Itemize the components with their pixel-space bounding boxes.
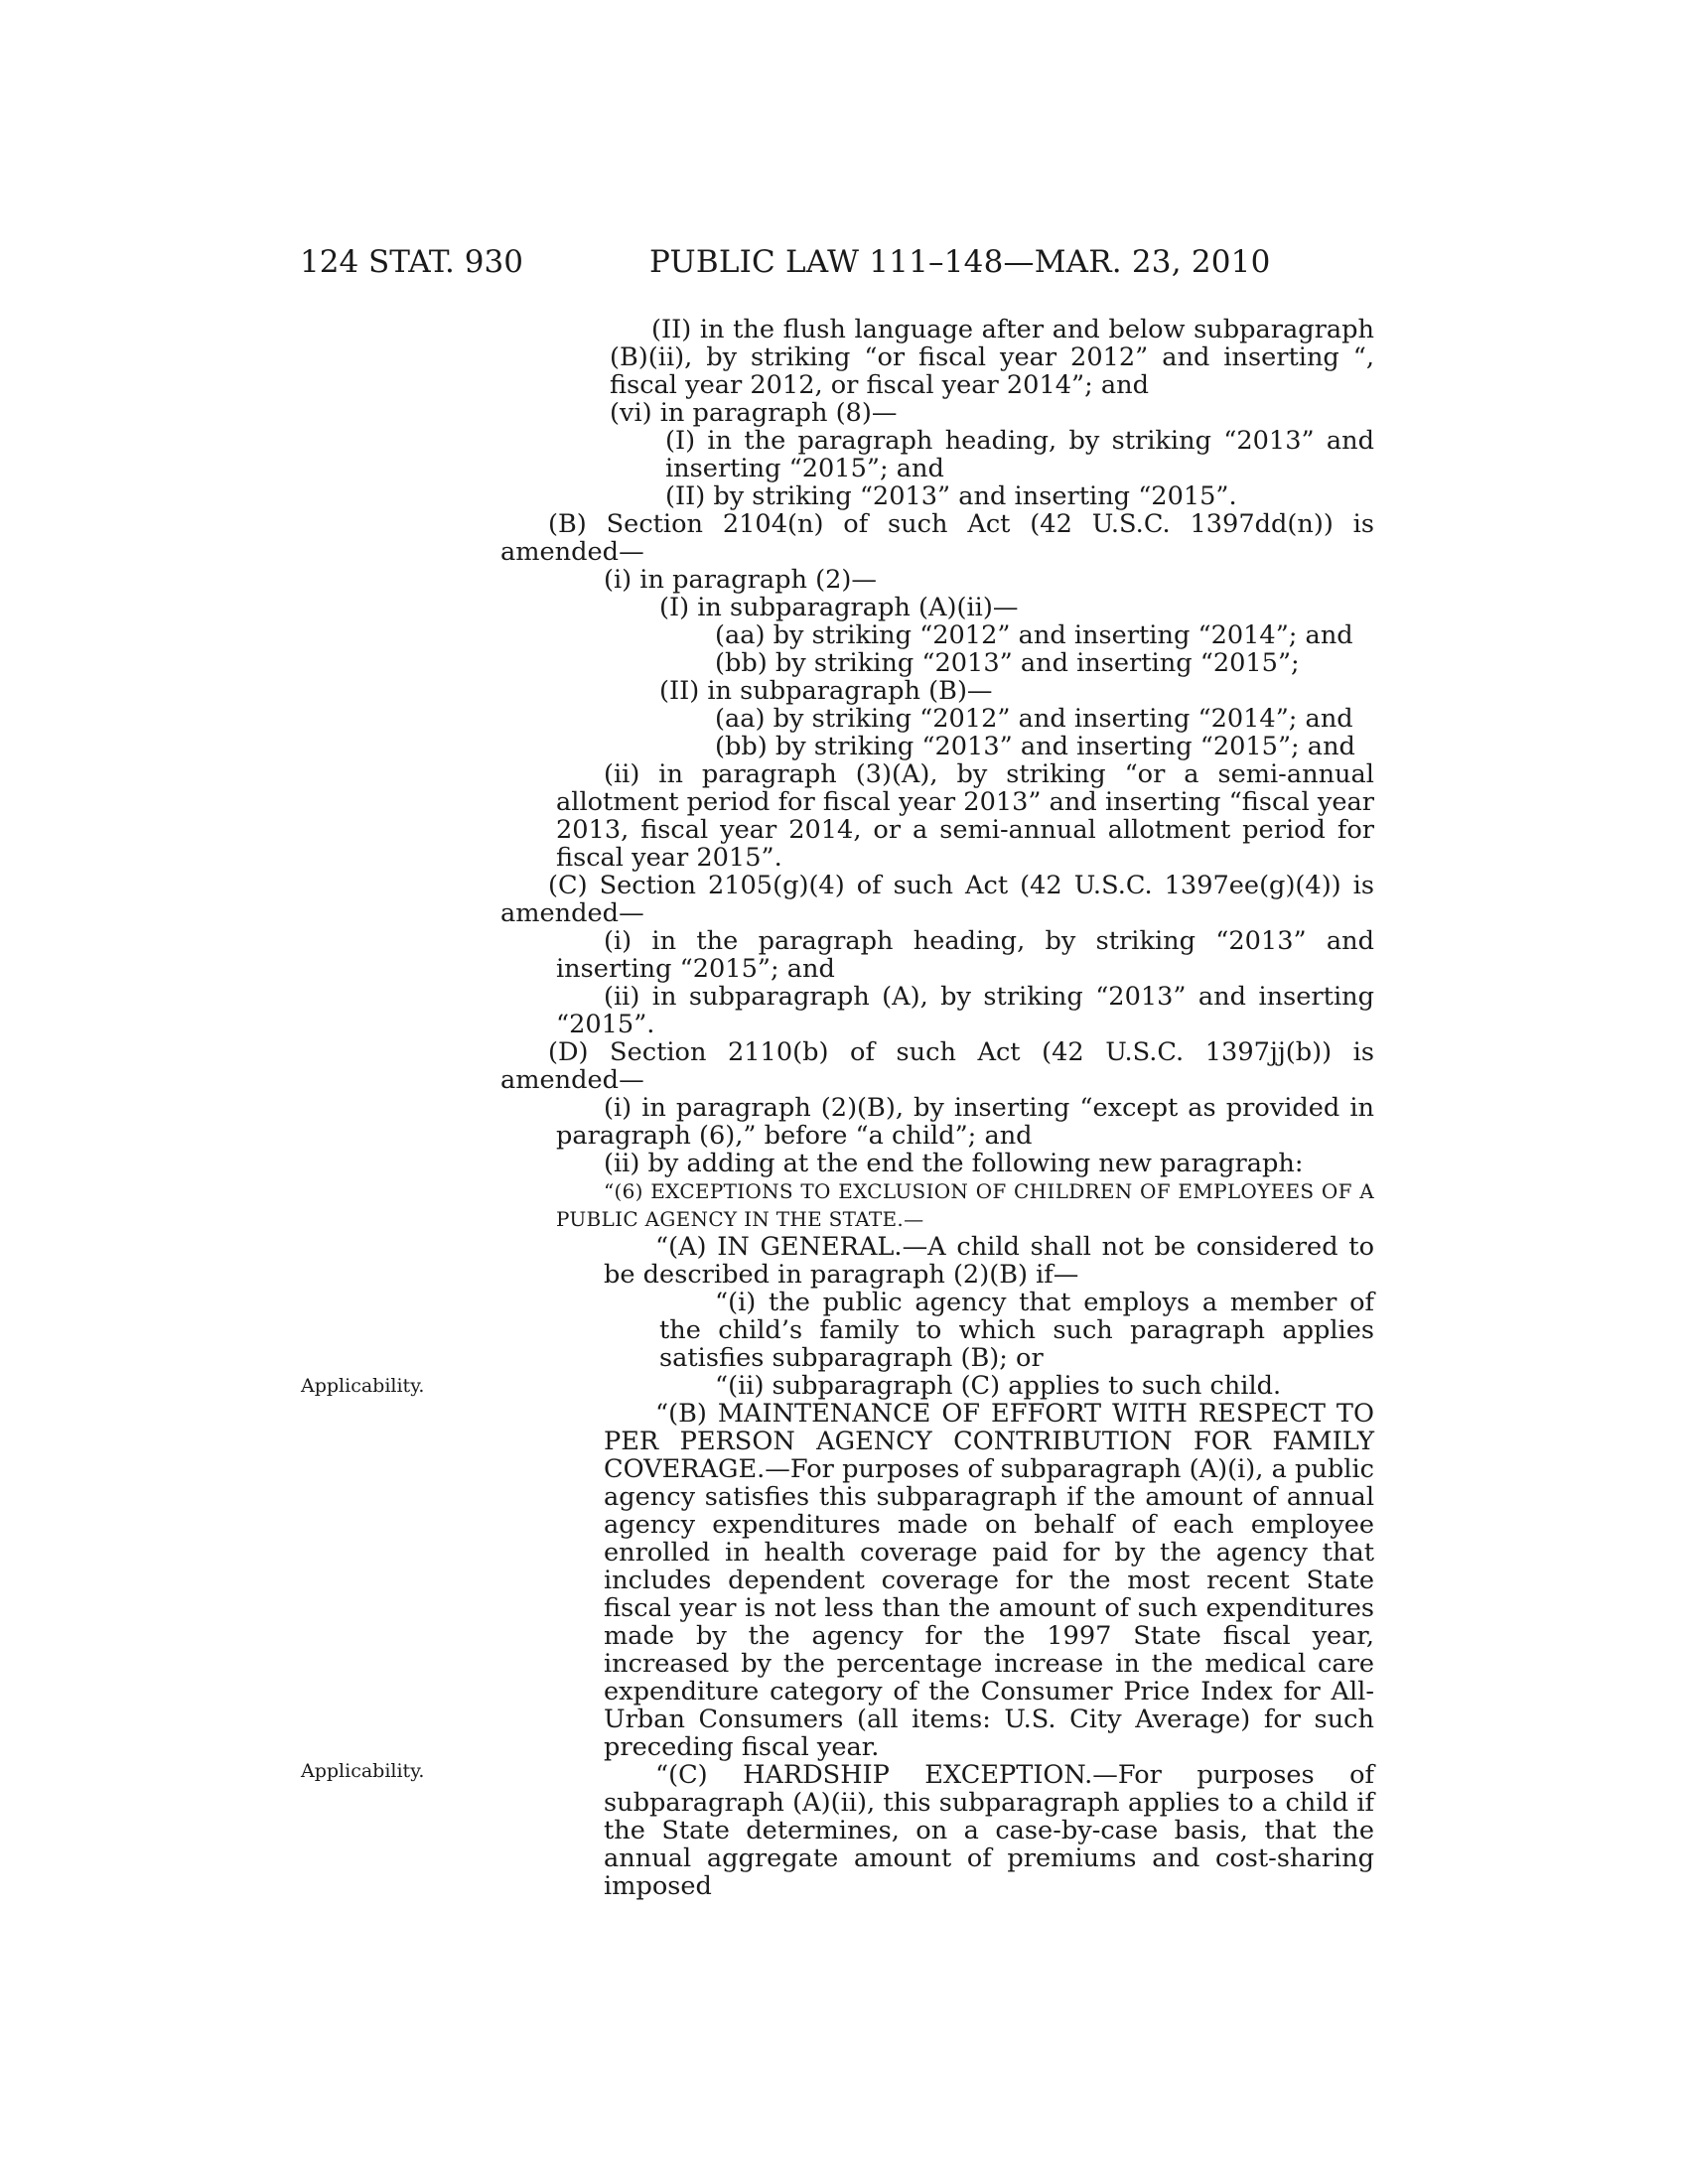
paragraph-heading: “(6) EXCEPTIONS TO EXCLUSION OF CHILDREN OF EMPLOYEES OF A PUBLIC AGENCY IN THE STATE.—: [556, 1179, 1374, 1231]
paragraph: (D) Section 2110(b) of such Act (42 U.S.C. 1397jj(b)) is amended—: [500, 1037, 1374, 1095]
paragraph: “(A) IN GENERAL.—A child shall not be considered to be described in paragraph (2)(B) if—: [604, 1232, 1374, 1290]
paragraph: (i) in the paragraph heading, by striking “2013” and inserting “2015”; and: [556, 926, 1374, 984]
paragraph: (I) in the paragraph heading, by striking “2013” and inserting “2015”; and: [665, 426, 1374, 483]
stat-citation: 124 STAT. 930: [300, 244, 523, 280]
paragraph: “(ii) subparagraph (C) applies to such child.: [715, 1371, 1282, 1401]
paragraph: (i) in paragraph (2)(B), by inserting “except as provided in paragraph (6),” before “a child”; and: [556, 1093, 1374, 1151]
paragraph: (II) in the flush language after and below subparagraph (B)(ii), by striking “or fiscal year 2012” and inserting “, fiscal year 2012, or fiscal year 2014”; and: [610, 315, 1374, 400]
margin-note-applicability: Applicability.: [301, 1760, 425, 1782]
paragraph: (ii) in paragraph (3)(A), by striking “or a semi-annual allotment period for fiscal year 2013” and inserting “fiscal year 2013, fiscal year 2014, or a semi-annual allotment period for fiscal year 2015”.: [556, 759, 1374, 873]
paragraph: “(B) MAINTENANCE OF EFFORT WITH RESPECT TO PER PERSON AGENCY CONTRIBUTION FOR FAMILY COVERAGE.—For purposes of subparagraph (A)(i), a public agency satisfies this subparagraph if the amount of annual agency expenditures made on behalf of each employee enrolled in health coverage paid for by the agency that includes dependent coverage for the most recent State fiscal year is not less than the amount of such expenditures made by the agency for the 1997 State fiscal year, increased by the percentage increase in the medical care expenditure category of the Consumer Price Index for All-Urban Consumers (all items: U.S. City Average) for such preceding fiscal year.: [604, 1399, 1374, 1762]
paragraph: “(C) HARDSHIP EXCEPTION.—For purposes of subparagraph (A)(ii), this subparagraph applies to a child if the State determines, on a case-by-case basis, that the annual aggregate amount of premiums and cost-sharing imposed: [604, 1760, 1374, 1901]
paragraph: (bb) by striking “2013” and inserting “2015”; and: [715, 732, 1355, 761]
paragraph: (II) in subparagraph (B)—: [659, 676, 993, 706]
paragraph: (aa) by striking “2012” and inserting “2014”; and: [715, 704, 1353, 734]
paragraph: (ii) in subparagraph (A), by striking “2013” and inserting “2015”.: [556, 982, 1374, 1039]
paragraph: (i) in paragraph (2)—: [604, 565, 877, 595]
paragraph: (II) by striking “2013” and inserting “2015”.: [665, 481, 1237, 511]
paragraph: (aa) by striking “2012” and inserting “2014”; and: [715, 620, 1353, 650]
public-law-title: PUBLIC LAW 111–148—MAR. 23, 2010: [649, 244, 1271, 280]
document-body: [500, 316, 1374, 1900]
margin-note-applicability: Applicability.: [301, 1375, 425, 1397]
running-header: [300, 244, 1374, 290]
paragraph: (C) Section 2105(g)(4) of such Act (42 U.S.C. 1397ee(g)(4)) is amended—: [500, 871, 1374, 928]
paragraph: (B) Section 2104(n) of such Act (42 U.S.C. 1397dd(n)) is amended—: [500, 509, 1374, 567]
paragraph: (ii) by adding at the end the following new paragraph:: [604, 1149, 1304, 1178]
paragraph: (vi) in paragraph (8)—: [610, 398, 898, 428]
paragraph: (I) in subparagraph (A)(ii)—: [659, 593, 1019, 622]
paragraph: (bb) by striking “2013” and inserting “2015”;: [715, 648, 1300, 678]
paragraph: “(i) the public agency that employs a member of the child’s family to which such paragraph applies satisfies subparagraph (B); or: [659, 1288, 1374, 1373]
